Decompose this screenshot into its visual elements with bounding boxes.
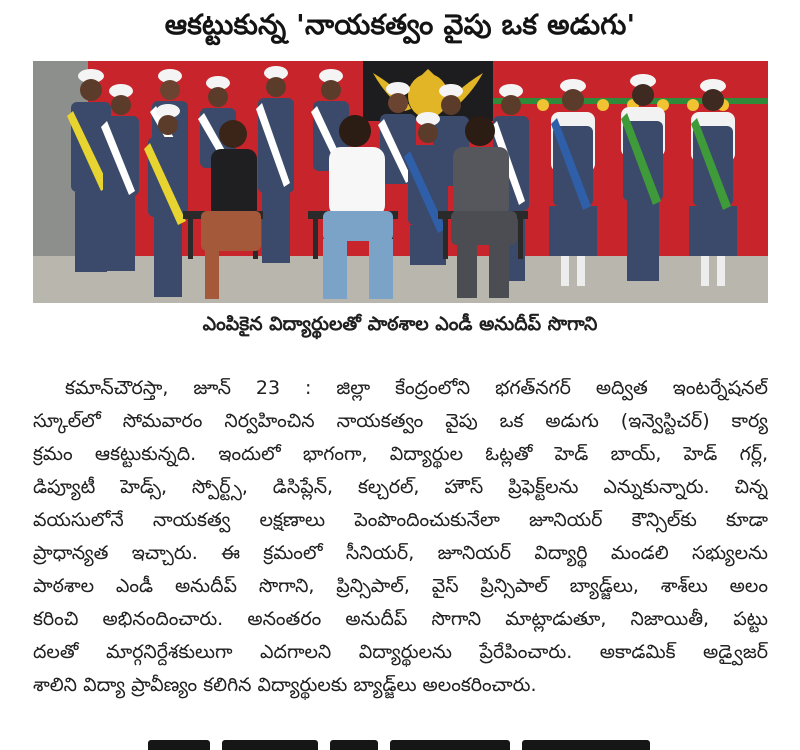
article-line: కరించి అభినందించారు. అనంతరం అనుదీప్ సొగాని మాట్లాడుతూ, నిజాయితీ, పట్టు <box>33 608 768 630</box>
article-line: క్రమం ఆకట్టుకున్నది. ఇందులో భాగంగా, విద్యార్థుల ఓట్లతో హెడ్ బాయ్, హెడ్ గర్ల్, <box>33 443 768 465</box>
headline: ఆకట్టుకున్న 'నాయకత్వం వైపు ఒక అడుగు' <box>164 8 636 41</box>
article-line: దలతో మార్గనిర్దేశకులుగా ఎదగాలని విద్యార్థులను ప్రేరేపించారు. అకాడమిక్ అడ్వైజర్ <box>33 641 768 663</box>
article-line: కమాన్‌చౌరస్తా, జూన్ 23 : జిల్లా కేంద్రంలోని భగత్‌నగర్ అద్విత ఇంటర్నేషనల్ <box>65 377 768 399</box>
group-photo-illustration <box>33 61 768 303</box>
group-photo <box>33 61 768 303</box>
next-article-headline-cropped <box>0 737 800 750</box>
article-line: ప్రాధాన్యత ఇచ్చారు. ఈ క్రమంలో సీనియర్, జూనియర్ విద్యార్థి మండలి సభ్యులను <box>33 542 768 564</box>
article-line: స్కూల్‌లో సోమవారం నిర్వహించిన నాయకత్వం వైపు ఒక అడుగు (ఇన్వెస్టిచర్) కార్య <box>33 410 768 432</box>
article-line: పాఠశాల ఎండీ అనుదీప్ సొగాని, ప్రిన్సిపాల్, వైస్ ప్రిన్సిపాల్ బ్యాడ్జ్‌లు, శాశ్‌లు అలం <box>33 575 768 597</box>
article-line: వయసులోనే నాయకత్వ లక్షణాలు పెంపొందించుకునేలా జూనియర్ కౌన్సిల్‌కు కూడా <box>33 509 768 531</box>
article-body <box>33 372 768 702</box>
photo-caption: ఎంపికైన విద్యార్థులతో పాఠశాల ఎండీ అనుదీప్ సొగాని <box>202 313 598 335</box>
article-line: డిప్యూటీ హెడ్స్, స్పోర్ట్స్, డిసిప్లేన్, కల్చరల్, హౌస్ ప్రిఫెక్ట్‌లను ఎన్నుకున్నారు. చిన్న <box>33 476 768 498</box>
article-line: శాలిని విద్యా ప్రావీణ్యం కలిగిన విద్యార్థులకు బ్యాడ్జ్‌లు అలంకరించారు. <box>33 674 537 696</box>
